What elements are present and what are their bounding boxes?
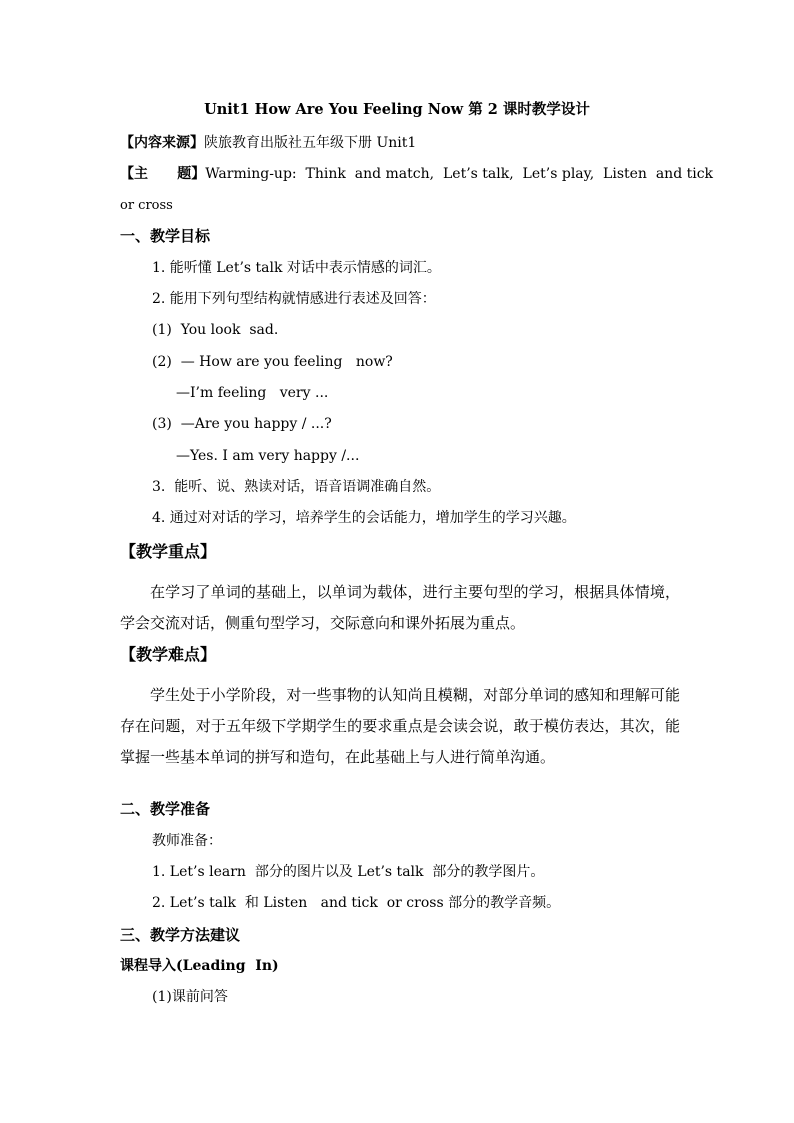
key-points-heading: 【教学重点】 — [120, 542, 217, 561]
leading-in-item: (1)课前问答 — [152, 989, 228, 1005]
section2-heading: 二、教学准备 — [120, 800, 211, 818]
objective-item: 1. 能听懂 Let’s talk 对话中表示情感的词汇。 — [152, 260, 441, 276]
difficulties-text: 学生处于小学阶段，对一些事物的认知尚且模糊，对部分单词的感知和理解可能存在问题，对于五年级下学期学生的要求重点是会读会说，敢于模仿表达，其次，能掌握一些基本单词的拼写和造句，在此基础上与人进行简单沟通。 — [120, 686, 680, 766]
prep-item: 2. Let’s talk 和 Listen and tick or cross 部分的教学音频。 — [152, 895, 561, 911]
difficulties-heading: 【教学难点】 — [120, 645, 217, 664]
topic-label: 【主 题】 — [120, 166, 206, 182]
objective-item: (3) —Are you happy / ...? — [152, 416, 332, 432]
objective-item: 3. 能听、说、熟读对话，语音语调准确自然。 — [152, 479, 441, 495]
source-value: 陕旅教育出版社五年级下册 Unit1 — [204, 135, 417, 151]
topic-line1: Warming-up: Think and match, Let’s talk, Let’s play, Listen and tick — [205, 166, 714, 182]
source-line — [120, 136, 416, 150]
document-title: Unit1 How Are You Feeling Now 第 2 课时教学设计 — [204, 101, 590, 118]
objective-item: 4. 通过对对话的学习，培养学生的会话能力，增加学生的学习兴趣。 — [152, 510, 576, 526]
objective-item: 2. 能用下列句型结构就情感进行表述及回答： — [152, 291, 436, 307]
source-label: 【内容来源】 — [120, 135, 204, 151]
objective-item: —I’m feeling very ... — [176, 385, 329, 401]
objective-item: —Yes. I am very happy /... — [176, 448, 360, 464]
prep-item: 1. Let’s learn 部分的图片以及 Let’s talk 部分的教学图片。 — [152, 864, 545, 880]
key-points-text: 在学习了单词的基础上，以单词为载体，进行主要句型的学习，根据具体情境，学会交流对话，侧重句型学习，交际意向和课外拓展为重点。 — [120, 583, 680, 632]
leading-in-heading: 课程导入(Leading In) — [120, 958, 279, 974]
section3-heading: 三、教学方法建议 — [120, 926, 241, 944]
topic-line2: or cross — [120, 198, 173, 213]
objective-item: (1) You look sad. — [152, 322, 279, 338]
section1-heading: 一、教学目标 — [120, 227, 211, 245]
objective-item: (2) — How are you feeling now? — [152, 354, 393, 370]
topic-line — [120, 167, 713, 181]
teacher-prep-label: 教师准备： — [152, 833, 222, 849]
